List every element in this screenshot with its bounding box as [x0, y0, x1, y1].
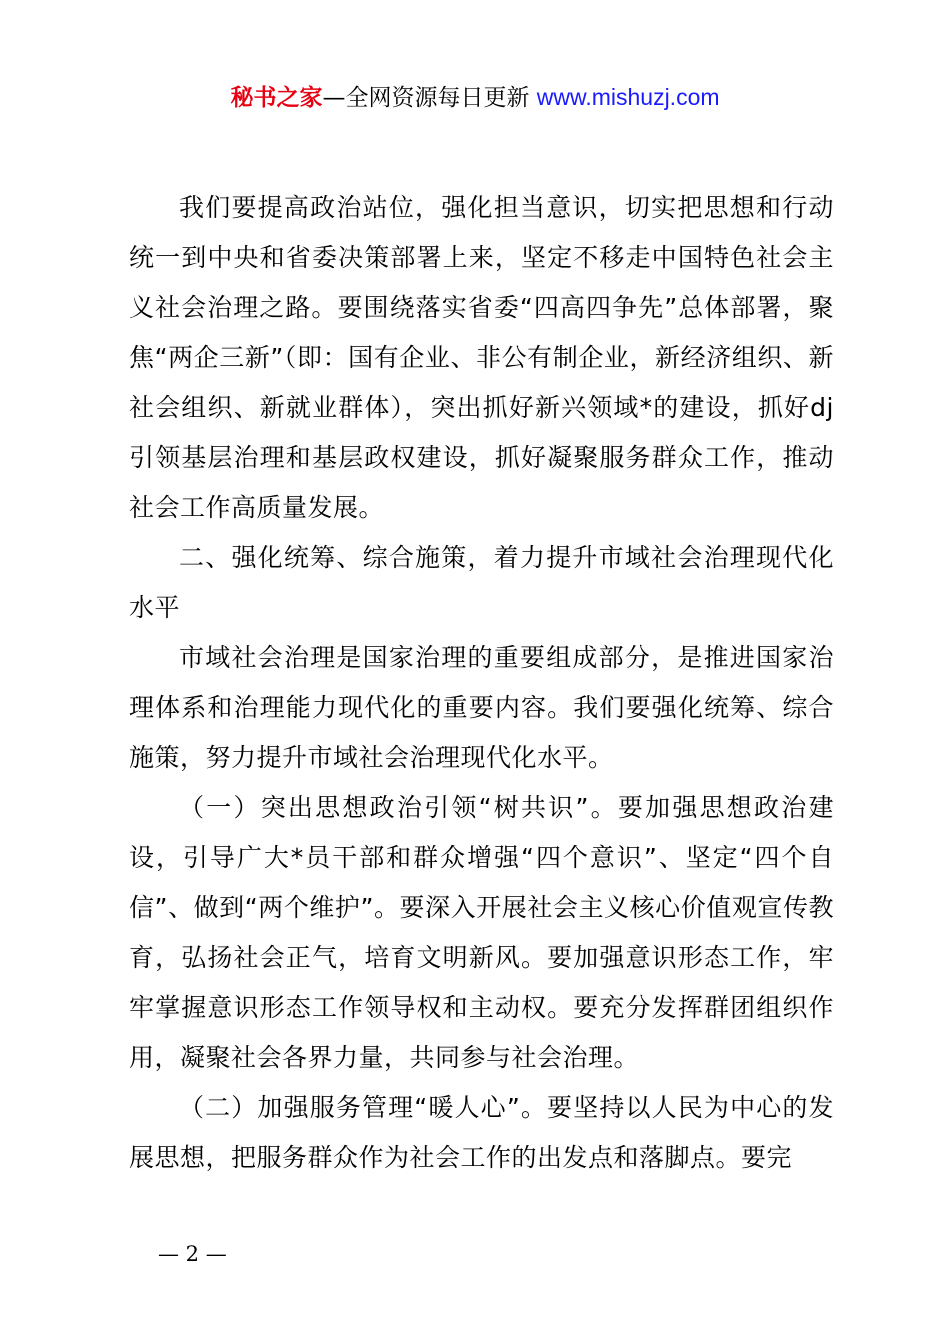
site-header	[0, 80, 950, 115]
document-body	[129, 183, 834, 1183]
paragraph-item-1: （一）突出思想政治引领“树共识”。要加强思想政治建设，引导广大*员干部和群众增强“四个意识”、坚定“四个自信”、做到“两个维护”。要深入开展社会主义核心价值观宣传教育，弘扬社会正气，培育文明新风。要加强意识形态工作，牢牢掌握意识形态工作领导权和主动权。要充分发挥群团组织作用，凝聚社会各界力量，共同参与社会治理。	[129, 793, 834, 1072]
page-number: — 2 —	[158, 1242, 227, 1266]
brand-name: 秘书之家	[230, 85, 323, 111]
paragraph-item-2: （二）加强服务管理“暖人心”。要坚持以人民为中心的发展思想，把服务群众作为社会工作的出发点和落脚点。要完	[129, 1093, 834, 1172]
paragraph-intro: 我们要提高政治站位，强化担当意识，切实把思想和行动统一到中央和省委决策部署上来，坚定不移走中国特色社会主义社会治理之路。要围绕落实省委“四高四争先”总体部署，聚焦“两企三新”（即：国有企业、非公有制企业，新经济组织、新社会组织、新就业群体），突出抓好新兴领域*的建设，抓好dj引领基层治理和基层政权建设，抓好凝聚服务群众工作，推动社会工作高质量发展。	[129, 193, 834, 522]
paragraph-section-2-intro: 市域社会治理是国家治理的重要组成部分，是推进国家治理体系和治理能力现代化的重要内容。我们要强化统筹、综合施策，努力提升市域社会治理现代化水平。	[129, 643, 834, 772]
site-url-link[interactable]: www.mishuzj.com	[536, 84, 720, 110]
section-heading-2: 二、强化统筹、综合施策，着力提升市域社会治理现代化水平	[129, 543, 834, 622]
header-tagline: —全网资源每日更新	[322, 85, 537, 111]
